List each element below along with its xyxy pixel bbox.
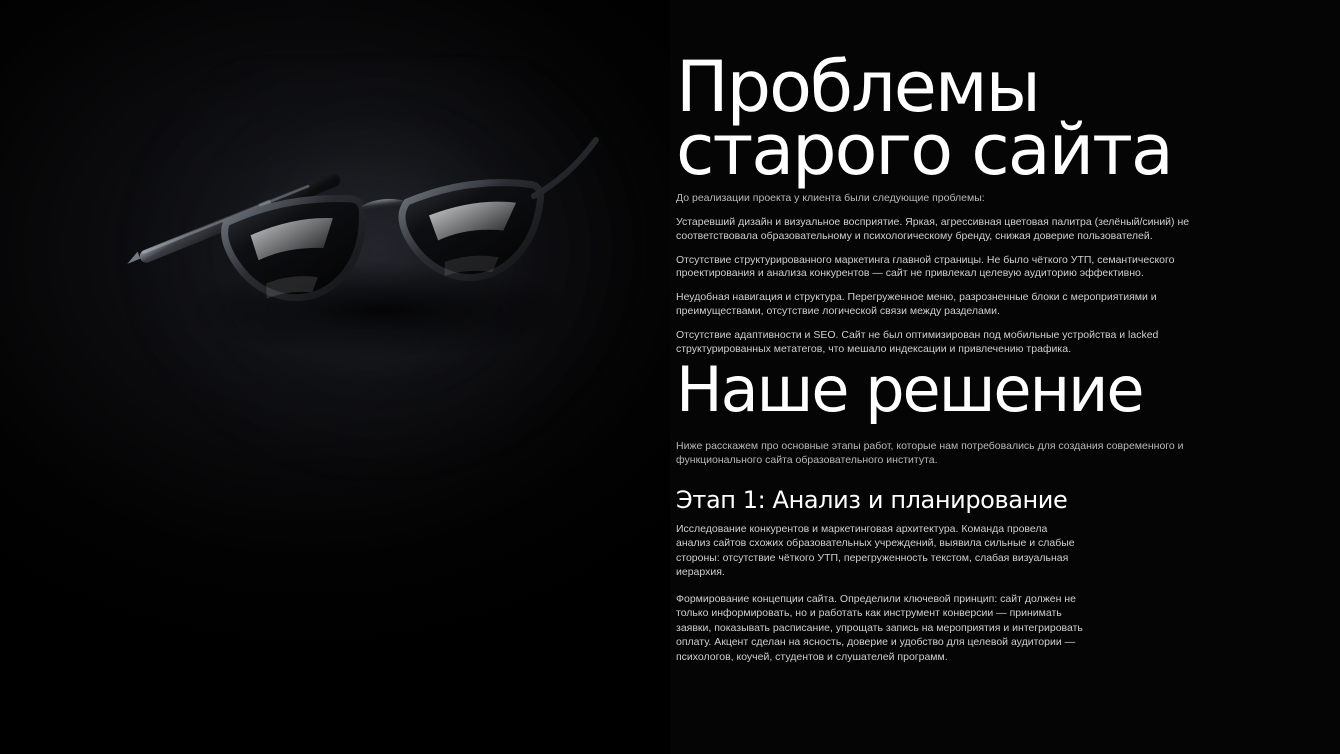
- page-title-solution: Наше решение: [676, 353, 1143, 426]
- problem-item-4: Отсутствие адаптивности и SEO. Сайт не был оптимизирован под мобильные устройства и lacked структурированных метатегов, что мешало индексации и привлечению трафика.: [676, 329, 1159, 355]
- problems-body: [676, 192, 1224, 367]
- solution-intro: Ниже расскажем про основные этапы работ, которые нам потребовались для создания современного и функционального сайта образовательного института.: [676, 440, 1184, 466]
- problem-item-3: Неудобная навигация и структура. Перегруженное меню, разрозненные блоки с мероприятиями и преимуществами, отсутствие логической связи между разделами.: [676, 291, 1157, 318]
- sunglasses-icon: [110, 80, 630, 380]
- page-title-problems: Проблемы старого сайта: [676, 46, 1172, 191]
- stage-body: [676, 522, 1084, 676]
- problem-item-1: Устаревший дизайн и визуальное восприятие. Яркая, агрессивная цветовая палитра (зелёный/синий) не соответствовала образовательному и психологическому бренду, снижая доверие пользователей.: [676, 215, 1190, 242]
- stage-paragraph-2: Формирование концепции сайта. Определили ключевой принцип: сайт должен не только информировать, но и работать как инструмент конверсии — принимать заявки, показывать расписание, упрощать запись на мероприятия и интегрировать оплату. Акцент сделан на ясность, доверие и удобство для целевой аудитории — психологов, коучей, студентов и слушателей программ.: [676, 592, 1083, 663]
- content-column: [676, 0, 1276, 754]
- solution-body: [676, 440, 1221, 478]
- stage-title: Этап 1: Анализ и планирование: [676, 486, 1068, 514]
- problems-intro: До реализации проекта у клиента были следующие проблемы:: [676, 192, 985, 204]
- problem-item-2: Отсутствие структурированного маркетинга главной страницы. Не было чёткого УТП, семантического проектирования и анализа конкурентов — сайт не привлекал целевую аудиторию эффективно.: [676, 253, 1175, 280]
- stage-paragraph-1: Исследование конкурентов и маркетинговая архитектура. Команда провела анализ сайтов схожих образовательных учреждений, выявила сильные и слабые стороны: отсутствие чёткого УТП, перегруженность текстом, слабая визуальная иерархия.: [676, 523, 1075, 579]
